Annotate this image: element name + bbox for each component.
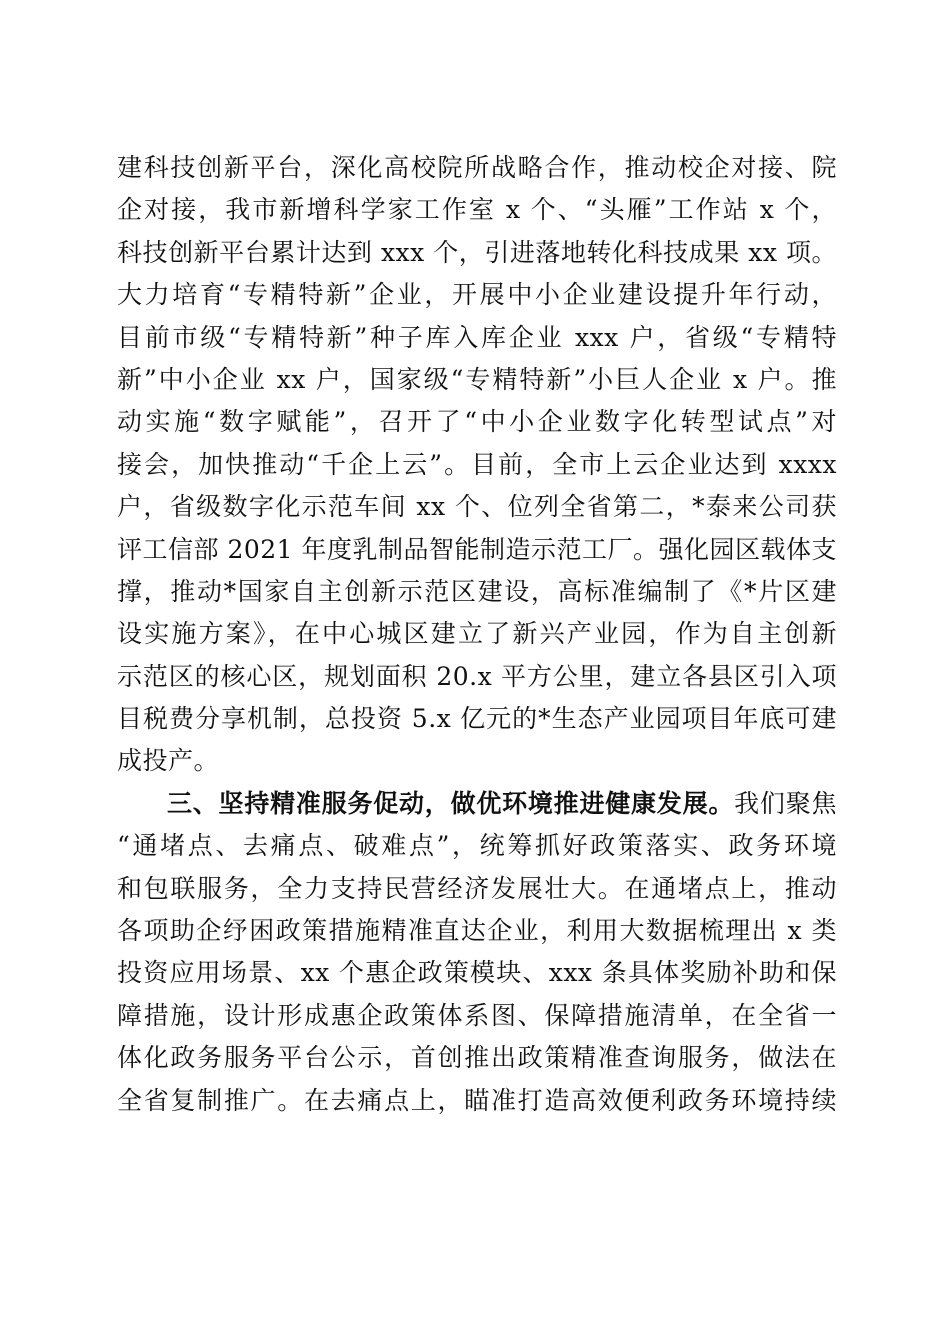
section-heading: 三、坚持精准服务促动，做优环境推进健康发展。	[167, 788, 735, 818]
text-line: 和包联服务，全力支持民营经济发展壮大。在通堵点上，推动	[117, 873, 837, 903]
paragraph-2	[117, 783, 837, 1122]
text-line: 评工信部 2021 年度乳制品智能制造示范工厂。强化园区载体支	[117, 534, 838, 564]
paragraph-1	[117, 147, 837, 783]
text-line: 大力培育“专精特新”企业，开展中小企业建设提升年行动，	[117, 280, 837, 310]
body-text	[117, 147, 837, 1122]
text-line: “通堵点、去痛点、破难点”，统筹抓好政策落实、政务环境	[117, 831, 837, 861]
text-line: 建科技创新平台，深化高校院所战略合作，推动校企对接、院	[117, 153, 837, 182]
text-line: 新”中小企业 xx 户，国家级“专精特新”小巨人企业 x 户。推	[117, 364, 837, 394]
text-line: 目前市级“专精特新”种子库入库企业 xxx 户，省级“专精特	[117, 322, 837, 352]
text-line: 各项助企纾困政策措施精准直达企业，利用大数据梳理出 x 类	[117, 916, 837, 946]
text-line: 科技创新平台累计达到 xxx 个，引进落地转化科技成果 xx 项。	[117, 237, 837, 267]
text-line: 示范区的核心区，规划面积 20.x 平方公里，建立各县区引入项	[117, 661, 837, 691]
text-line: 企对接，我市新增科学家工作室 x 个、“头雁”工作站 x 个，	[117, 195, 837, 225]
text-line: 成投产。	[117, 746, 220, 776]
section-heading-line	[117, 783, 837, 825]
text-line: 投资应用场景、xx 个惠企政策模块、xxx 条具体奖励补助和保	[117, 958, 837, 988]
heading-tail-text: 我们聚焦	[734, 788, 837, 818]
text-line: 设实施方案》，在中心城区建立了新兴产业园，作为自主创新	[117, 619, 837, 649]
text-line: 目税费分享机制，总投资 5.x 亿元的*生态产业园项目年底可建	[117, 704, 837, 734]
text-line: 户，省级数字化示范车间 xx 个、位列全省第二，*泰来公司获	[117, 492, 837, 522]
text-line: 撑，推动*国家自主创新示范区建设，高标准编制了《*片区建	[117, 576, 837, 606]
text-line: 接会，加快推动“千企上云”。目前，全市上云企业达到 xxxx	[117, 449, 837, 479]
text-line: 体化政务服务平台公示，首创推出政策精准查询服务，做法在	[117, 1043, 837, 1073]
text-line: 动实施“数字赋能”，召开了“中小企业数字化转型试点”对	[117, 407, 837, 437]
text-line: 障措施，设计形成惠企政策体系图、保障措施清单，在全省一	[117, 1000, 837, 1030]
text-line: 全省复制推广。在去痛点上，瞄准打造高效便利政务环境持续	[117, 1085, 837, 1115]
